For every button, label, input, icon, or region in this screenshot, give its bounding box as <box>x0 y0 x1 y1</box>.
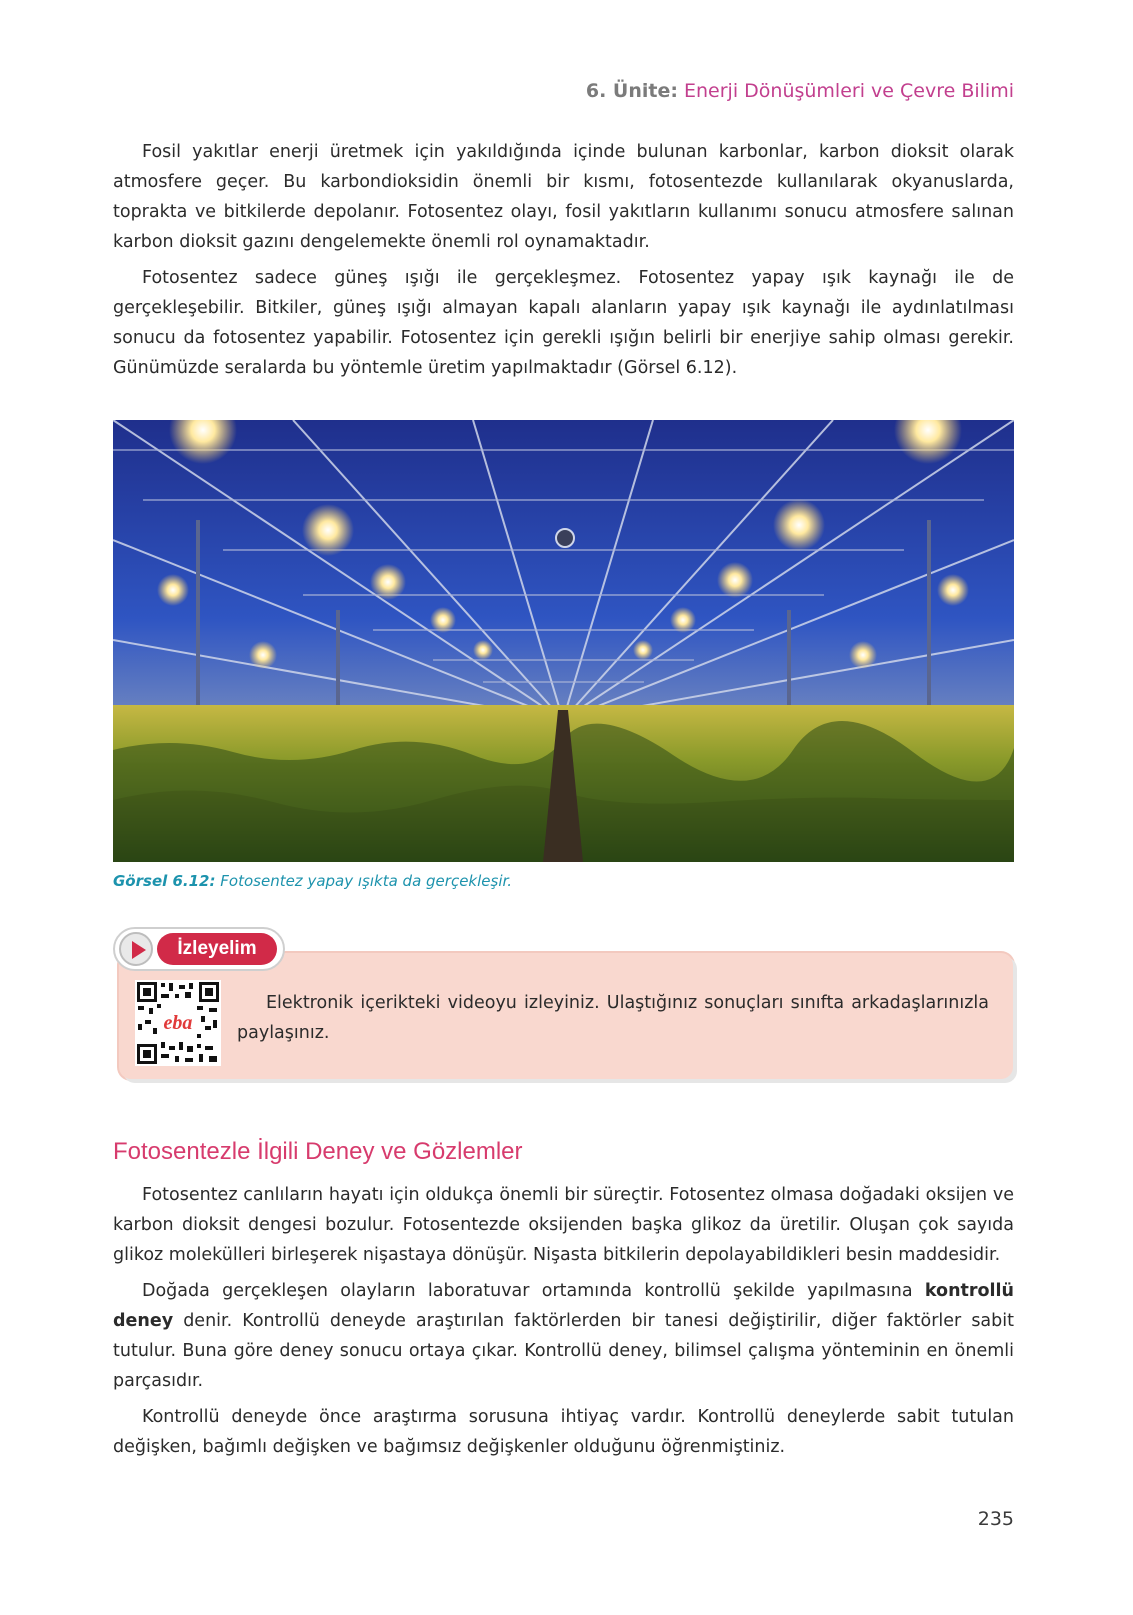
figure-caption-text: Fotosentez yapay ışıkta da gerçekleşir. <box>220 872 513 890</box>
watch-tag <box>113 927 285 971</box>
intro-paragraph: Fosil yakıtlar enerji üretmek için yakıldığında içinde bulunan karbonlar, karbon dioksit olarak atmosfere geçer. Bu karbondioksidin önemli bir kısmı, fotosentezde kullanılarak okyanuslarda, toprakta ve bitkilerde depolanır. Fotosentez olayı, fosil yakıtların kullanımı sonucu atmosfere salınan karbon dioksit gazını dengelemekte önemli rol oynamaktadır. <box>113 142 1014 252</box>
bold-term: kontrollü deney <box>113 1281 1014 1331</box>
page-header <box>586 80 1014 102</box>
unit-title: Enerji Dönüşümleri ve Çevre Bilimi <box>684 80 1014 102</box>
section-paragraph <box>113 1276 1014 1396</box>
intro-paragraph: Fotosentez sadece güneş ışığı ile gerçekleşmez. Fotosentez yapay ışık kaynağı ile de gerçekleşebilir. Bitkiler, güneş ışığı almayan kapalı alanların yapay ışık kaynağı ile aydınlatılması sonucu da fotosentez yapabilir. Fotosentez için gerekli ışığın belirli bir enerjiye sahip olması gerekir. Günümüzde seralarda bu yöntemle üretim yapılmaktadır (Görsel 6.12). <box>113 268 1014 378</box>
figure-caption <box>113 872 512 890</box>
page-number: 235 <box>977 1508 1014 1530</box>
section-paragraph: Kontrollü deneyde önce araştırma sorusuna ihtiyaç vardır. Kontrollü deneylerde sabit tutulan değişken, bağımlı değişken ve bağımsız değişkenler olduğunu öğrenmiştiniz. <box>113 1407 1014 1457</box>
paragraph-text: denir. Kontrollü deneyde araştırılan faktörlerden bir tanesi değiştirilir, diğer faktörler sabit tutulur. Buna göre deney sonucu ortaya çıkar. Kontrollü deney, bilimsel çalışma yönteminin en önemli parçasıdır. <box>113 1311 1014 1391</box>
section-title: Fotosentezle İlgili Deney ve Gözlemler <box>113 1138 523 1165</box>
section-paragraph: Fotosentez canlıların hayatı için oldukça önemli bir süreçtir. Fotosentez olmasa doğadaki oksijen ve karbon dioksit dengesi bozulur. Fotosentezde oksijenden başka glikoz da üretilir. Oluşan çok sayıda glikoz molekülleri birleşerek nişastaya dönüşür. Nişasta bitkilerin depolayabildikleri besin maddesidir. <box>113 1185 1014 1265</box>
section-text <box>113 1180 1014 1468</box>
figure-label: Görsel 6.12: <box>113 872 216 890</box>
play-icon <box>119 932 153 966</box>
qr-code[interactable] <box>135 980 221 1066</box>
intro-text <box>113 137 1014 389</box>
eba-logo: eba <box>163 1012 193 1034</box>
unit-number: 6. Ünite: <box>585 80 678 102</box>
watch-text: Elektronik içerikteki videoyu izleyiniz. Ulaştığınız sonuçları sınıfta arkadaşlarınızla paylaşınız. <box>237 993 989 1043</box>
greenhouse-photo <box>113 420 1014 862</box>
watch-tag-label: İzleyelim <box>157 933 277 965</box>
paragraph-text: Doğada gerçekleşen olayların laboratuvar ortamında kontrollü şekilde yapılmasına <box>142 1281 925 1301</box>
